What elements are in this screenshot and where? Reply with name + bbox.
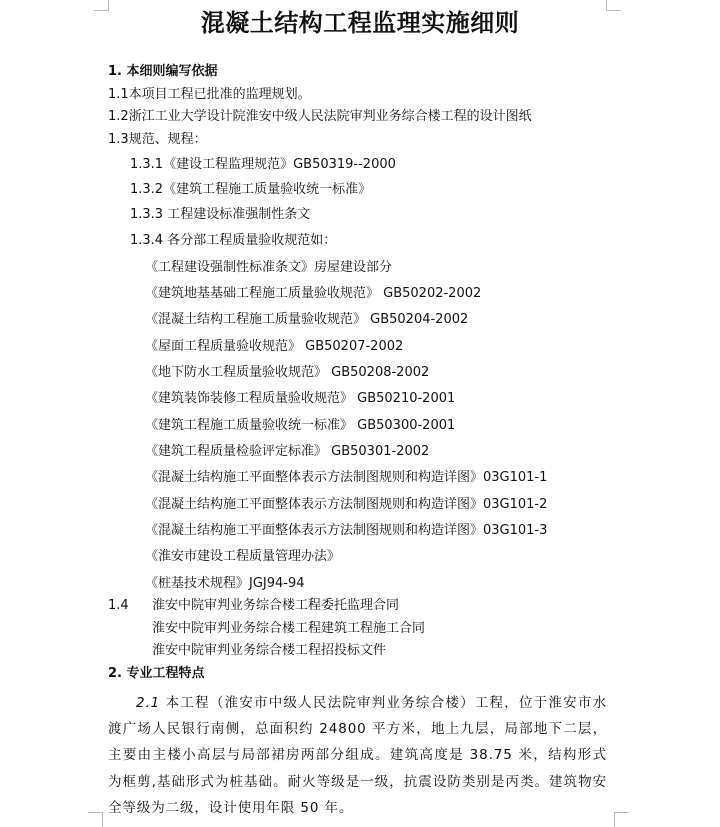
- standard-item: 《建筑装饰装修工程质量验收规范》 GB50210-2001: [145, 391, 456, 406]
- paragraph-text: 本工程（淮安市中级人民法院审判业务综合楼）工程，位于淮安市水渡广场人民银行南侧，总面积约 24800 平方米，地上九层，局部地下二层，主要由主楼小高层与局部裙房两部分组成。建筑高度是 38.75 米，结构形式为框剪,基础形式为桩基础。耐火等级是一级，抗震设防类别是丙类。建筑物安全等级为二级，设计使用年限 50 年。: [108, 695, 607, 816]
- section-heading: 2. 专业工程特点: [108, 666, 205, 681]
- standard-item: 《桩基技术规程》JGJ94-94: [145, 576, 305, 591]
- standard-item: 《工程建设强制性标准条文》房屋建设部分: [145, 260, 393, 275]
- page-corner-mark: [614, 812, 629, 827]
- standard-item: 《屋面工程质量验收规范》 GB50207-2002: [145, 339, 404, 354]
- standard-item: 《地下防水工程质量验收规范》 GB50208-2002: [145, 365, 430, 380]
- body-paragraph: [108, 690, 607, 821]
- list-item: 1.3.2《建筑工程施工质量验收统一标准》: [130, 182, 372, 197]
- list-item-number: 1.4: [108, 598, 129, 613]
- list-item: 1.3.3 工程建设标准强制性条文: [130, 207, 311, 222]
- standard-item: 《建筑地基基础工程施工质量验收规范》 GB50202-2002: [145, 286, 482, 301]
- list-item: 1.3.4 各分部工程质量验收规范如：: [130, 233, 337, 248]
- list-item: 淮安中院审判业务综合楼工程委托监理合同: [152, 598, 400, 613]
- section-heading: 1. 本细则编写依据: [108, 64, 218, 79]
- page-corner-mark: [88, 812, 103, 827]
- standard-item: 《混凝土结构施工平面整体表示方法制图规则和构造详图》03G101-2: [145, 497, 548, 512]
- standard-item: 《淮安市建设工程质量管理办法》: [145, 549, 341, 564]
- paragraph-number: 2.1: [136, 695, 161, 711]
- standard-item: 《混凝土结构施工平面整体表示方法制图规则和构造详图》03G101-3: [145, 523, 548, 538]
- list-item: 淮安中院审判业务综合楼工程招投标文件: [152, 643, 387, 658]
- standard-item: 《混凝土结构工程施工质量验收规范》 GB50204-2002: [145, 312, 469, 327]
- list-item: 1.3.1《建设工程监理规范》GB50319--2000: [130, 157, 396, 172]
- standard-item: 《建筑工程施工质量验收统一标准》 GB50300-2001: [145, 418, 456, 433]
- list-item: 1.3规范、规程：: [108, 132, 207, 147]
- list-item: 1.1本项目工程已批准的监理规划。: [108, 87, 311, 102]
- standard-item: 《混凝土结构施工平面整体表示方法制图规则和构造详图》03G101-1: [145, 470, 548, 485]
- standard-item: 《建筑工程质量检验评定标准》 GB50301-2002: [145, 444, 430, 459]
- list-item: 1.2浙江工业大学设计院淮安中级人民法院审判业务综合楼工程的设计图纸: [108, 109, 532, 124]
- list-item: 淮安中院审判业务综合楼工程建筑工程施工合同: [152, 621, 426, 636]
- document-title: 混凝土结构工程监理实施细则: [200, 9, 520, 37]
